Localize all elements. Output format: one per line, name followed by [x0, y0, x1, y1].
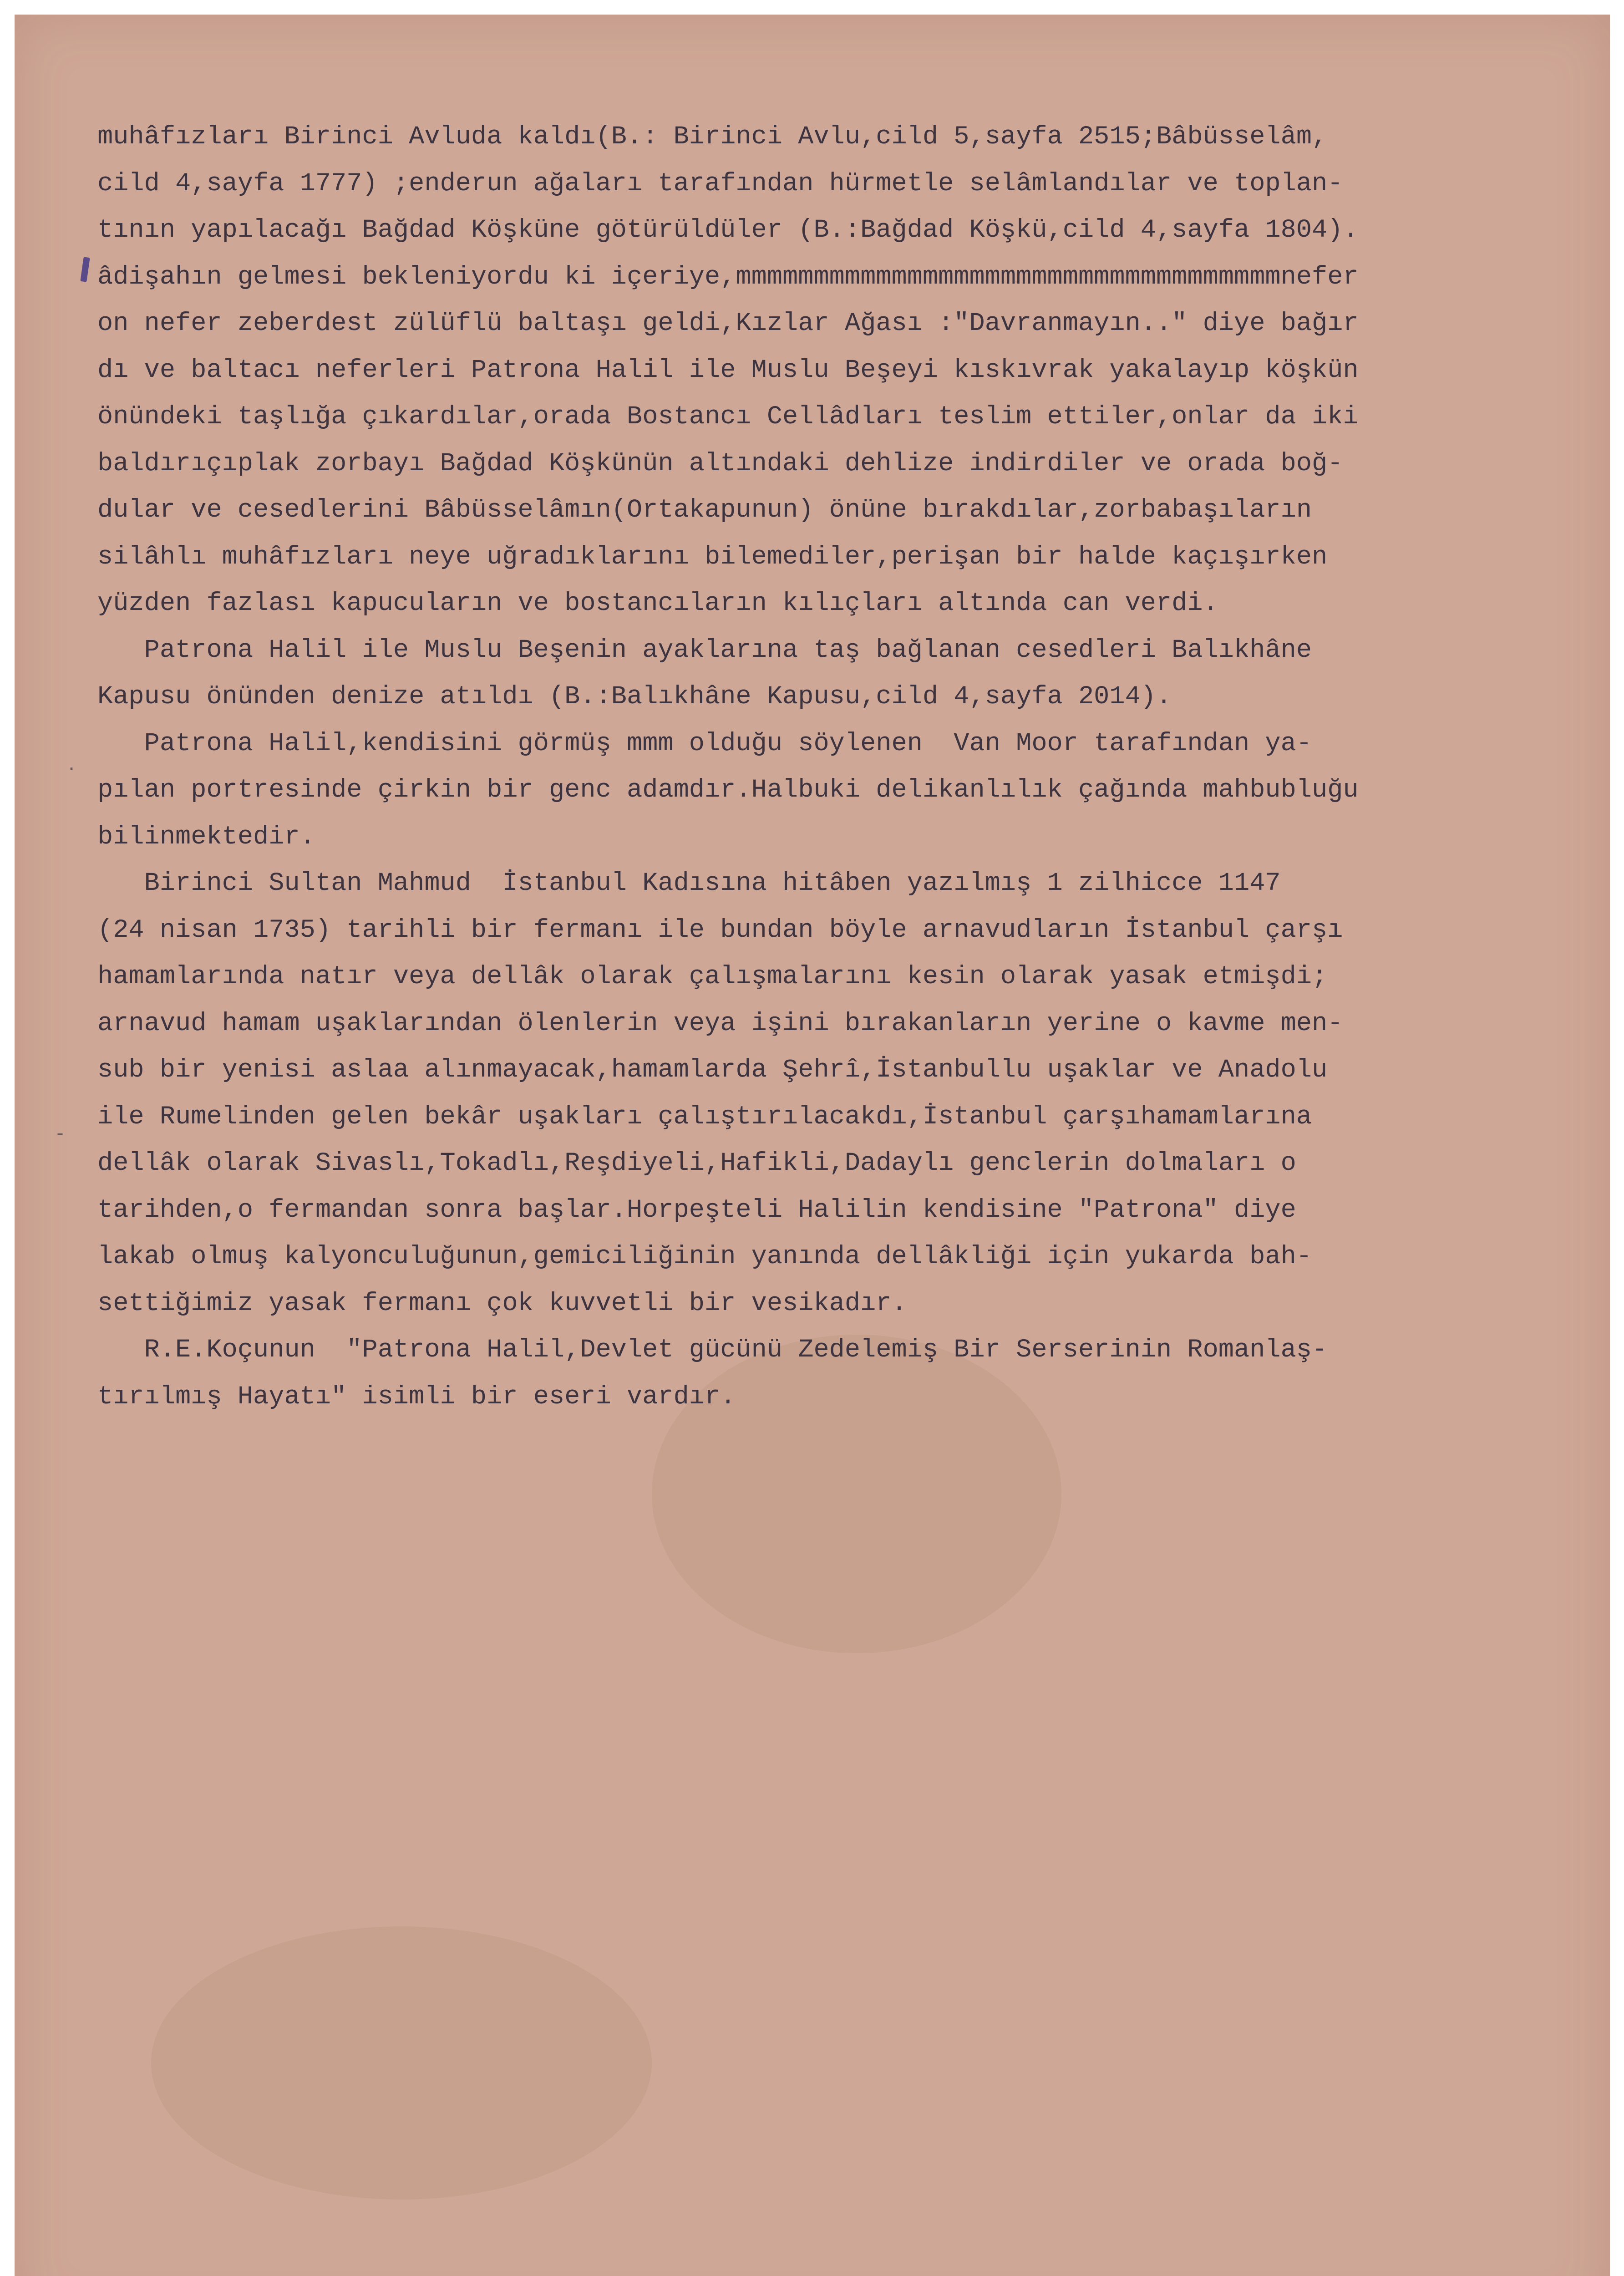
- text-line: baldırıçıplak zorbayı Bağdad Köşkünün altındaki dehlize indirdiler ve orada boğ-: [97, 449, 1343, 478]
- text-line: tının yapılacağı Bağdad Köşküne götürüldüler (B.:Bağdad Köşkü,cild 4,sayfa 1804).: [97, 216, 1359, 245]
- text-line: Patrona Halil,kendisini görmüş mmm olduğu söylenen Van Moor tarafından ya-: [97, 729, 1312, 758]
- text-line: pılan portresinde çirkin bir genc adamdır.Halbuki delikanlılık çağında mahbubluğu: [97, 776, 1359, 805]
- text-line: bilinmektedir.: [97, 822, 315, 852]
- text-line: silâhlı muhâfızları neye uğradıklarını bilemediler,perişan bir halde kaçışırken: [97, 542, 1328, 572]
- text-line: âdişahın gelmesi bekleniyordu ki içeriye,mmmmmmmmmmmmmmmmmmmmmmmmmmmmmmmmmmmnefer: [97, 262, 1359, 292]
- text-line: tırılmış Hayatı" isimli bir eseri vardır.: [97, 1382, 736, 1412]
- text-line: Kapusu önünden denize atıldı (B.:Balıkhâne Kapusu,cild 4,sayfa 2014).: [97, 682, 1172, 711]
- text-line: muhâfızları Birinci Avluda kaldı(B.: Birinci Avlu,cild 5,sayfa 2515;Bâbüsselâm,: [97, 122, 1328, 152]
- text-line: lakab olmuş kalyonculuğunun,gemiciliğinin yanında dellâkliği için yukarda bah-: [97, 1242, 1312, 1271]
- text-line: (24 nisan 1735) tarihli bir fermanı ile bundan böyle arnavudların İstanbul çarşı: [97, 915, 1343, 945]
- text-line: sub bir yenisi aslaa alınmayacak,hamamlarda Şehrî,İstanbullu uşaklar ve Anadolu: [97, 1056, 1328, 1085]
- text-line: ile Rumelinden gelen bekâr uşakları çalıştırılacakdı,İstanbul çarşıhamamlarına: [97, 1102, 1312, 1132]
- text-line: önündeki taşlığa çıkardılar,orada Bostancı Cellâdları teslim ettiler,onlar da iki: [97, 402, 1359, 432]
- paper-stain: [151, 1926, 652, 2200]
- text-line: dı ve baltacı neferleri Patrona Halil ile Muslu Beşeyi kıskıvrak yakalayıp köşkün: [97, 356, 1359, 385]
- text-line: tarihden,o fermandan sonra başlar.Horpeşteli Halilin kendisine "Patrona" diye: [97, 1195, 1296, 1225]
- text-line: R.E.Koçunun "Patrona Halil,Devlet gücünü Zedelemiş Bir Serserinin Romanlaş-: [97, 1336, 1328, 1365]
- text-line: dular ve cesedlerini Bâbüsselâmın(Ortakapunun) önüne bırakdılar,zorbabaşıların: [97, 496, 1312, 525]
- text-line: arnavud hamam uşaklarından ölenlerin veya işini bırakanların yerine o kavme men-: [97, 1009, 1343, 1038]
- text-line: yüzden fazlası kapucuların ve bostancıların kılıçları altında can verdi.: [97, 589, 1218, 618]
- text-line: dellâk olarak Sivaslı,Tokadlı,Reşdiyeli,Hafikli,Dadaylı genclerin dolmaları o: [97, 1149, 1296, 1178]
- margin-dot: -: [55, 1124, 66, 1145]
- text-line: cild 4,sayfa 1777) ;enderun ağaları tarafından hürmetle selâmlandılar ve toplan-: [97, 169, 1343, 198]
- margin-dot: ·: [66, 759, 77, 780]
- text-line: Patrona Halil ile Muslu Beşenin ayaklarına taş bağlanan cesedleri Balıkhâne: [97, 635, 1312, 665]
- typewritten-text: [97, 114, 1618, 1420]
- text-line: settiğimiz yasak fermanı çok kuvvetli bir vesikadır.: [97, 1289, 907, 1318]
- text-line: hamamlarında natır veya dellâk olarak çalışmalarını kesin olarak yasak etmişdi;: [97, 962, 1328, 991]
- text-line: Birinci Sultan Mahmud İstanbul Kadısına hitâben yazılmış 1 zilhicce 1147: [97, 869, 1281, 898]
- text-line: on nefer zeberdest zülüflü baltaşı geldi,Kızlar Ağası :"Davranmayın.." diye bağır: [97, 309, 1359, 338]
